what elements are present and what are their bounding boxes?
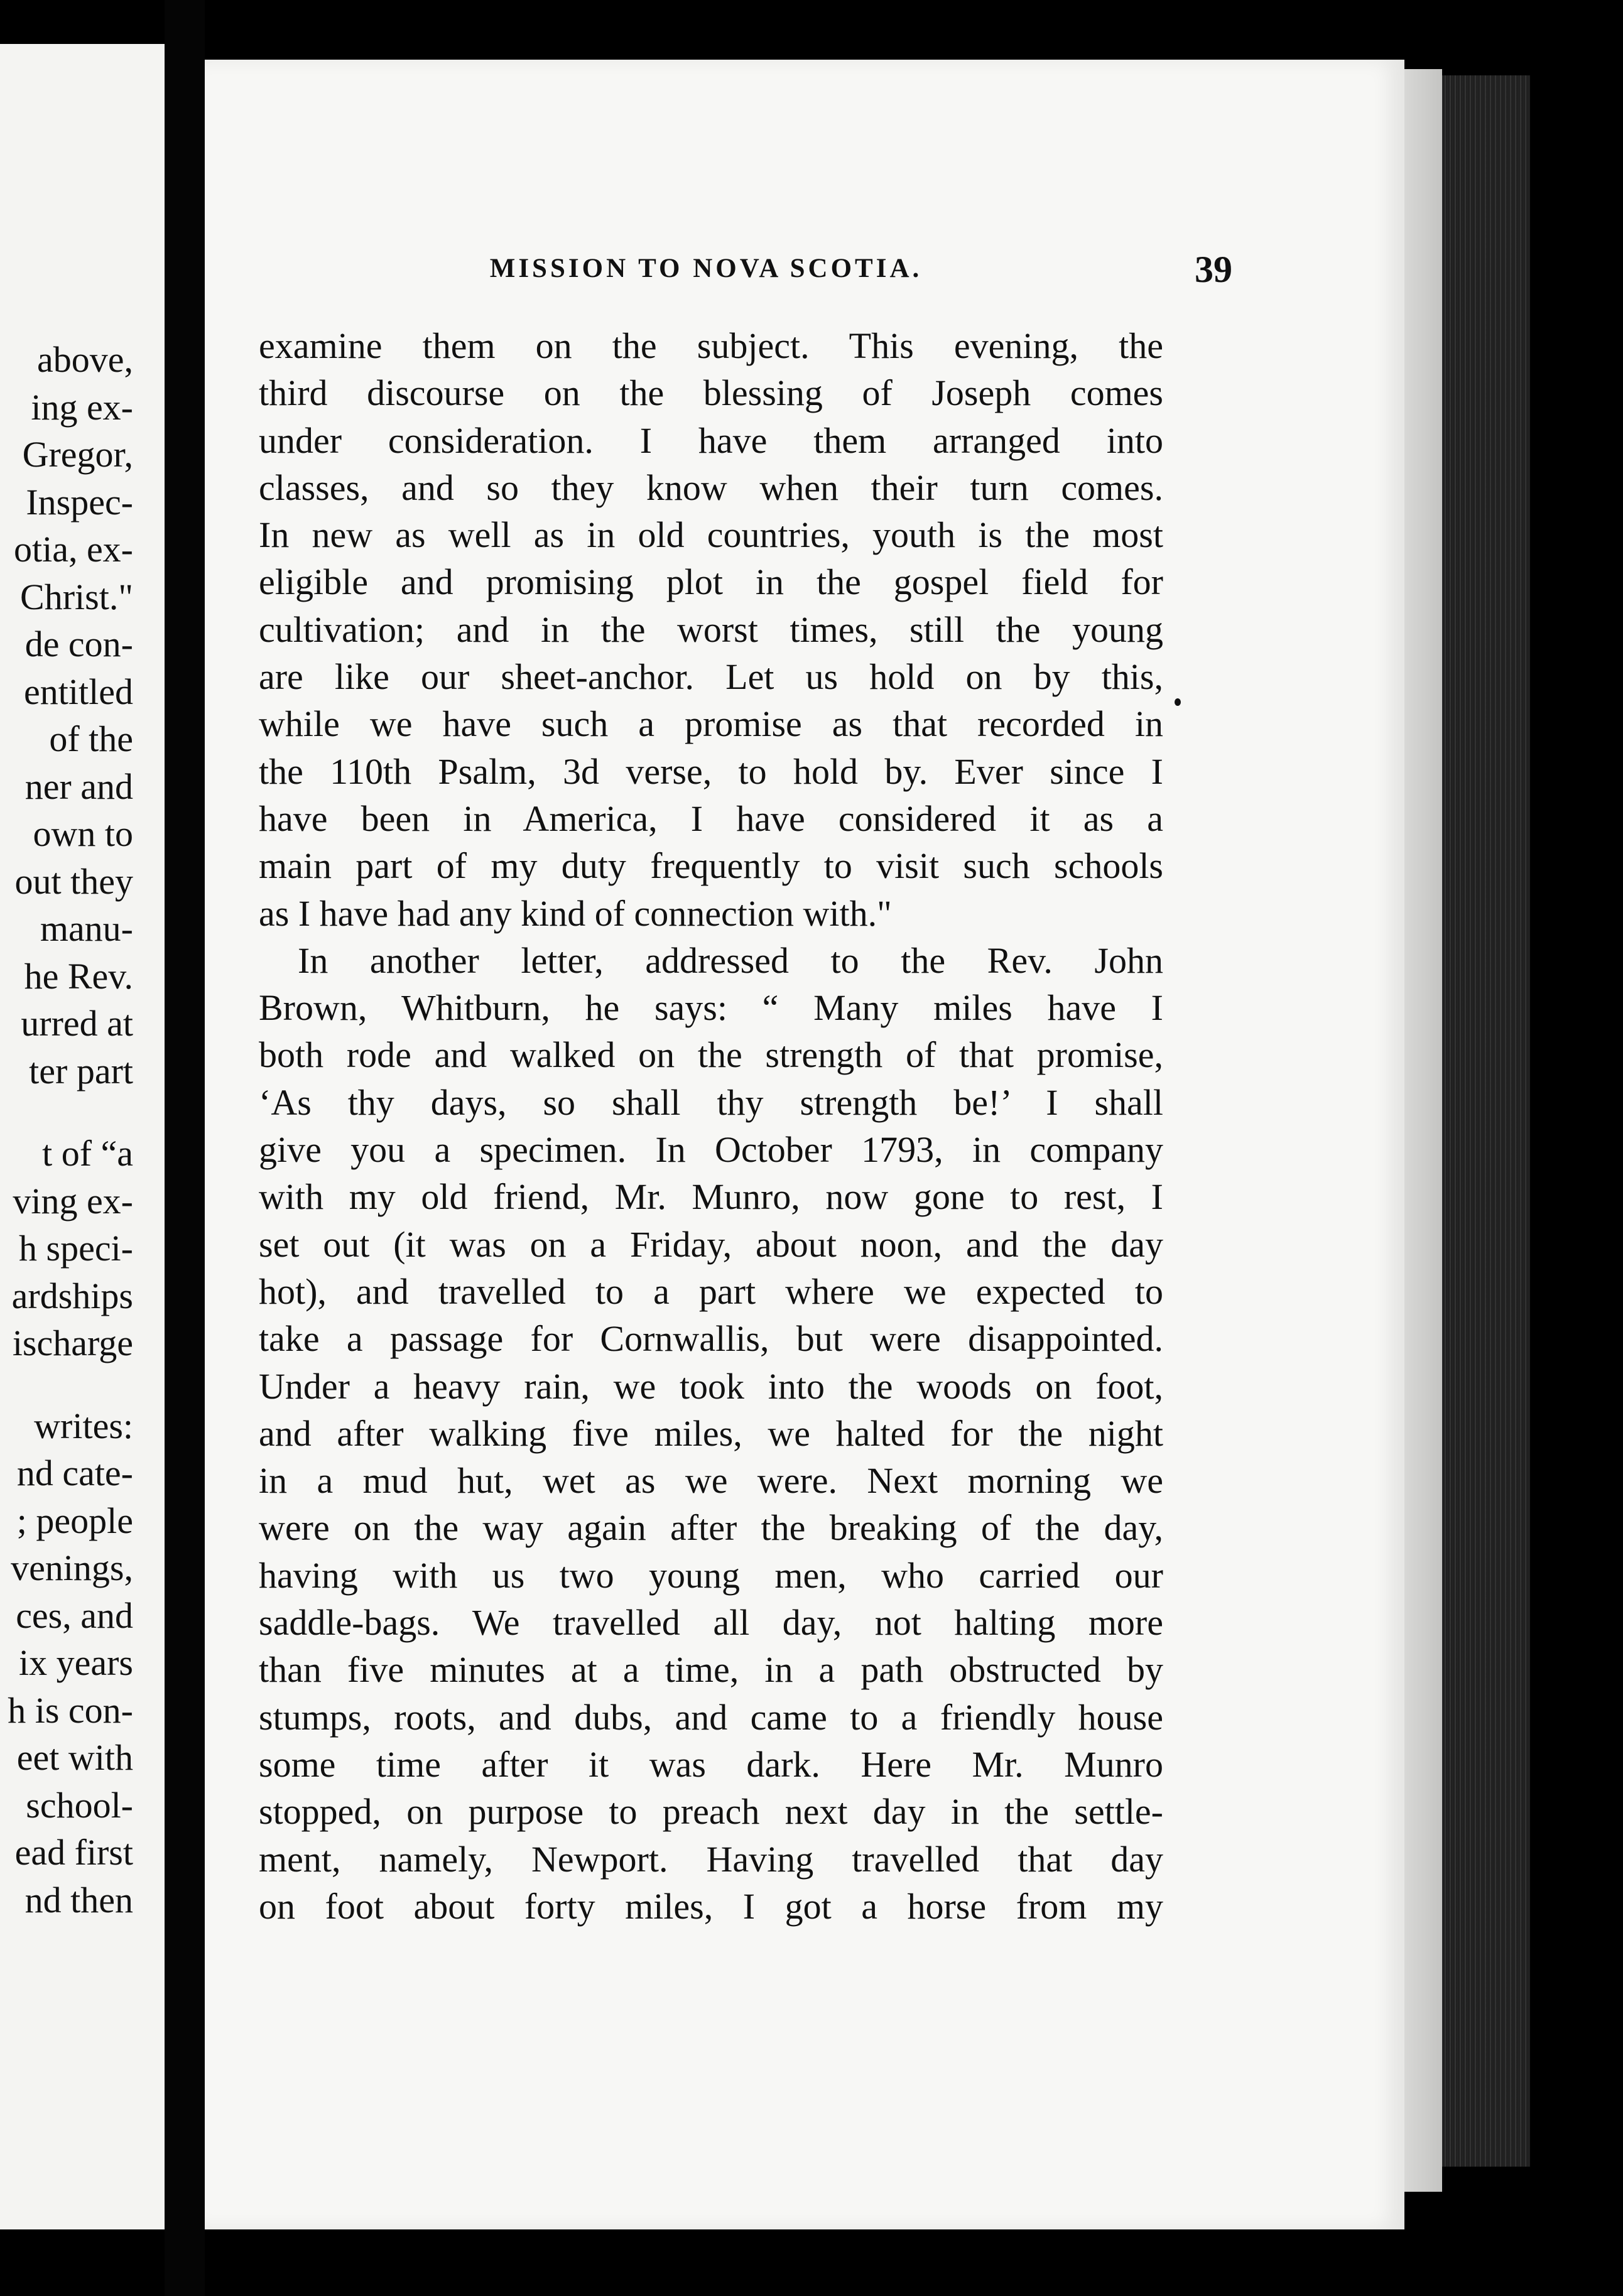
book-gutter: [165, 0, 205, 2296]
text-line: saddle-bags. We travelled all day, not halting more: [259, 1602, 1163, 1643]
background-shadow: [1530, 0, 1623, 2296]
page-edge: [1404, 69, 1442, 2192]
ink-speck: [1175, 698, 1181, 706]
text-line: take a passage for Cornwallis, but were disappointed.: [259, 1318, 1163, 1360]
left-line: ; people: [16, 1500, 133, 1541]
text-line: eligible and promising plot in the gospel field for: [259, 561, 1163, 603]
left-line: ischarge: [12, 1323, 133, 1363]
text-line: stumps, roots, and dubs, and came to a friendly house: [259, 1696, 1163, 1738]
text-line: give you a specimen. In October 1793, in company: [259, 1129, 1163, 1171]
text-line: on foot about forty miles, I got a horse from my: [259, 1885, 1163, 1927]
left-line: ter part: [29, 1050, 133, 1091]
text-line: some time after it was dark. Here Mr. Munro: [259, 1743, 1163, 1785]
text-line: set out (it was on a Friday, about noon, and the day: [259, 1223, 1163, 1265]
text-line: having with us two young men, who carried our: [259, 1554, 1163, 1596]
left-line: school-: [26, 1784, 133, 1826]
left-line: urred at: [21, 1003, 133, 1044]
running-title: MISSION TO NOVA SCOTIA.: [489, 254, 923, 283]
text-line: main part of my duty frequently to visit such schools: [259, 845, 1163, 887]
text-line: as I have had any kind of connection with.": [259, 892, 892, 934]
left-line: eet with: [16, 1737, 133, 1778]
page-number: 39: [1195, 249, 1232, 290]
left-line: entitled: [24, 671, 133, 712]
text-line: have been in America, I have considered it as a: [259, 798, 1163, 839]
left-line: Inspec-: [26, 481, 133, 523]
text-line: cultivation; and in the worst times, still the young: [259, 609, 1163, 650]
text-line: were on the way again after the breaking of the day,: [259, 1507, 1163, 1549]
left-paragraph-gap: [0, 1367, 133, 1402]
left-page-text: [0, 336, 133, 1924]
text-line: than five minutes at a time, in a path obstructed by: [259, 1649, 1163, 1691]
text-line: both rode and walked on the strength of that promise,: [259, 1034, 1163, 1076]
text-line: in a mud hut, wet as we were. Next morning we: [259, 1460, 1163, 1502]
book-fore-edge: [1442, 75, 1530, 2167]
running-head: [259, 248, 1377, 298]
left-line: ix years: [19, 1642, 133, 1683]
left-line: venings,: [11, 1547, 133, 1588]
text-line: under consideration. I have them arranged into: [259, 420, 1163, 461]
text-line: ‘As thy days, so shall thy strength be!’ I shall: [259, 1081, 1163, 1123]
left-line: above,: [37, 339, 133, 380]
left-line: h speci-: [19, 1228, 133, 1269]
body-text: [259, 322, 1163, 1930]
text-line: hot), and travelled to a part where we expected to: [259, 1270, 1163, 1312]
left-line: Christ.": [20, 576, 133, 617]
left-paragraph-gap: [0, 1095, 133, 1130]
text-line: are like our sheet-anchor. Let us hold on by this,: [259, 656, 1163, 698]
left-line: ces, and: [16, 1595, 133, 1636]
left-facing-page: [0, 44, 165, 2229]
left-line: ead first: [14, 1832, 133, 1873]
text-line: Brown, Whitburn, he says: “ Many miles have I: [259, 987, 1163, 1029]
text-line: Under a heavy rain, we took into the woods on foot,: [259, 1365, 1163, 1407]
text-line: examine them on the subject. This evening, the: [259, 325, 1163, 366]
text-line: while we have such a promise as that recorded in: [259, 703, 1163, 745]
text-line: with my old friend, Mr. Munro, now gone to rest, I: [259, 1176, 1163, 1218]
left-line: nd cate-: [16, 1453, 133, 1493]
left-line: of the: [49, 718, 133, 759]
paragraph-start-line: In another letter, addressed to the Rev. John: [298, 940, 1163, 981]
left-line: ardships: [11, 1275, 133, 1316]
left-line: h is con-: [8, 1689, 133, 1731]
left-line: writes:: [34, 1405, 133, 1446]
text-line: third discourse on the blessing of Joseph comes: [259, 372, 1163, 414]
left-line: ner and: [24, 766, 133, 807]
text-line: and after walking five miles, we halted for the night: [259, 1412, 1163, 1454]
text-line: stopped, on purpose to preach next day in the settle-: [259, 1791, 1163, 1833]
text-line: classes, and so they know when their turn comes.: [259, 467, 1163, 508]
left-line: otia, ex-: [13, 529, 133, 570]
left-line: out they: [14, 860, 133, 902]
left-line: t of “a: [42, 1133, 133, 1174]
main-page: [205, 60, 1404, 2229]
text-line: In new as well as in old countries, youth is the most: [259, 514, 1163, 556]
left-line: own to: [33, 813, 133, 854]
left-line: he Rev.: [24, 955, 133, 997]
left-line: nd then: [24, 1879, 133, 1920]
left-line: Gregor,: [22, 434, 133, 475]
text-line: the 110th Psalm, 3d verse, to hold by. Ever since I: [259, 750, 1163, 792]
left-line: manu-: [40, 908, 133, 949]
text-line: ment, namely, Newport. Having travelled that day: [259, 1838, 1163, 1880]
left-line: de con-: [24, 624, 133, 664]
left-line: ing ex-: [31, 386, 133, 428]
left-line: ving ex-: [13, 1180, 133, 1221]
